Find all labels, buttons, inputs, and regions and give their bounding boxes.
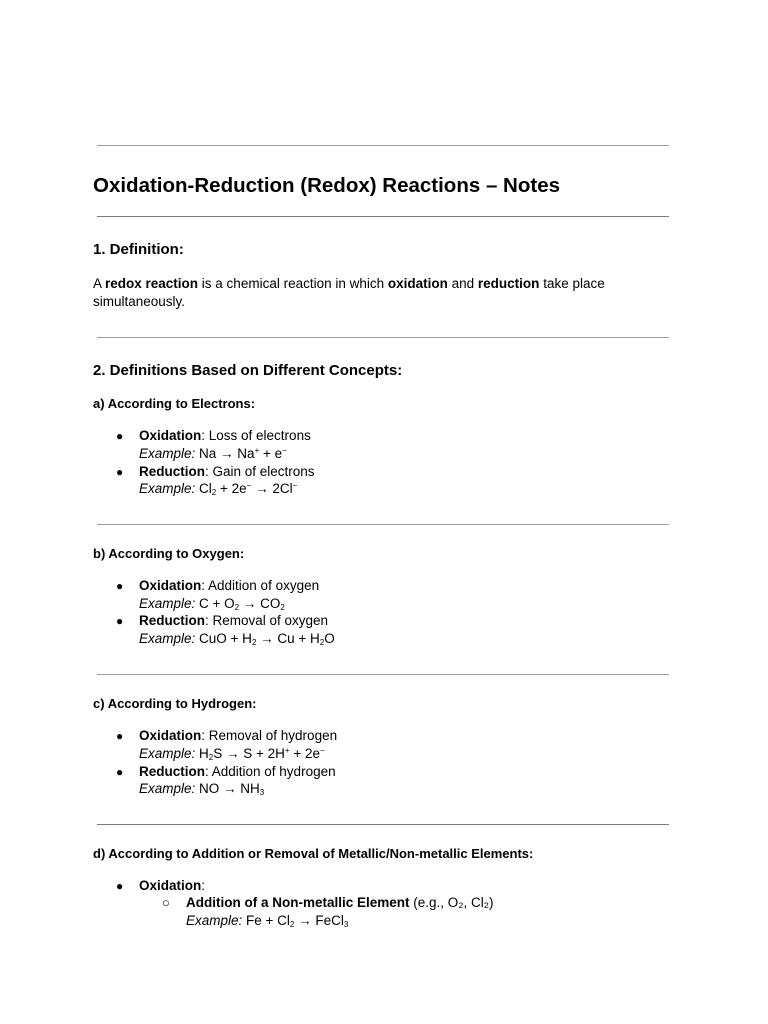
- sub-list-item: Addition of a Non-metallic Element (e.g., O₂, Cl₂): [186, 895, 494, 910]
- subsection-a-heading: a) According to Electrons:: [93, 396, 256, 411]
- example-line: Example: $C + O_2 \to CO_2$: [139, 596, 285, 612]
- example-line: Example: $Cl_2 + 2e^- \to 2Cl^-$: [139, 481, 298, 497]
- example-line: Example: $H_2S \to S + 2H^+ + 2e^-$: [139, 746, 325, 762]
- bullet: ●: [116, 429, 124, 443]
- divider: [97, 145, 669, 146]
- subsection-b-heading: b) According to Oxygen:: [93, 546, 245, 561]
- bullet: ●: [116, 614, 124, 628]
- list-item: Reduction: Removal of oxygen: [139, 613, 329, 628]
- bullet: ●: [116, 765, 124, 779]
- list-item: Oxidation: Addition of oxygen: [139, 578, 320, 593]
- definition-paragraph: A redox reaction is a chemical reaction in which oxidation and reduction take place simultaneously.: [93, 276, 605, 309]
- example-line: Example: $Fe + Cl_2$ → FeCl$_3$: [186, 913, 349, 929]
- list-item: Reduction: Addition of hydrogen: [139, 764, 336, 779]
- example-line: Example: CuO + $H_2 \to Cu + H_2O$: [139, 631, 335, 647]
- example-line: Example: Na → Na+ + e−: [139, 446, 287, 461]
- list-item: Oxidation: Removal of hydrogen: [139, 728, 338, 743]
- bullet: ●: [116, 579, 124, 593]
- page-title: Oxidation-Reduction (Redox) Reactions – Notes: [93, 174, 560, 197]
- list-item: Reduction: Gain of electrons: [139, 464, 315, 479]
- divider: [97, 524, 669, 525]
- section-1-heading: 1. Definition:: [93, 241, 184, 258]
- divider: [97, 674, 669, 675]
- section-2-heading: 2. Definitions Based on Different Concepts:: [93, 362, 403, 379]
- divider: [97, 824, 669, 825]
- bullet: ●: [116, 879, 124, 893]
- divider: [97, 337, 669, 338]
- divider: [97, 216, 669, 217]
- bullet: ●: [116, 729, 124, 743]
- sub-bullet: ○: [162, 895, 170, 910]
- example-line: Example: NO → $NH_3$: [139, 781, 265, 797]
- list-item: Oxidation:: [139, 878, 206, 893]
- list-item: Oxidation: Loss of electrons: [139, 428, 311, 443]
- subsection-c-heading: c) According to Hydrogen:: [93, 696, 257, 711]
- subsection-d-heading: d) According to Addition or Removal of Metallic/Non-metallic Elements:: [93, 846, 534, 861]
- bullet: ●: [116, 465, 124, 479]
